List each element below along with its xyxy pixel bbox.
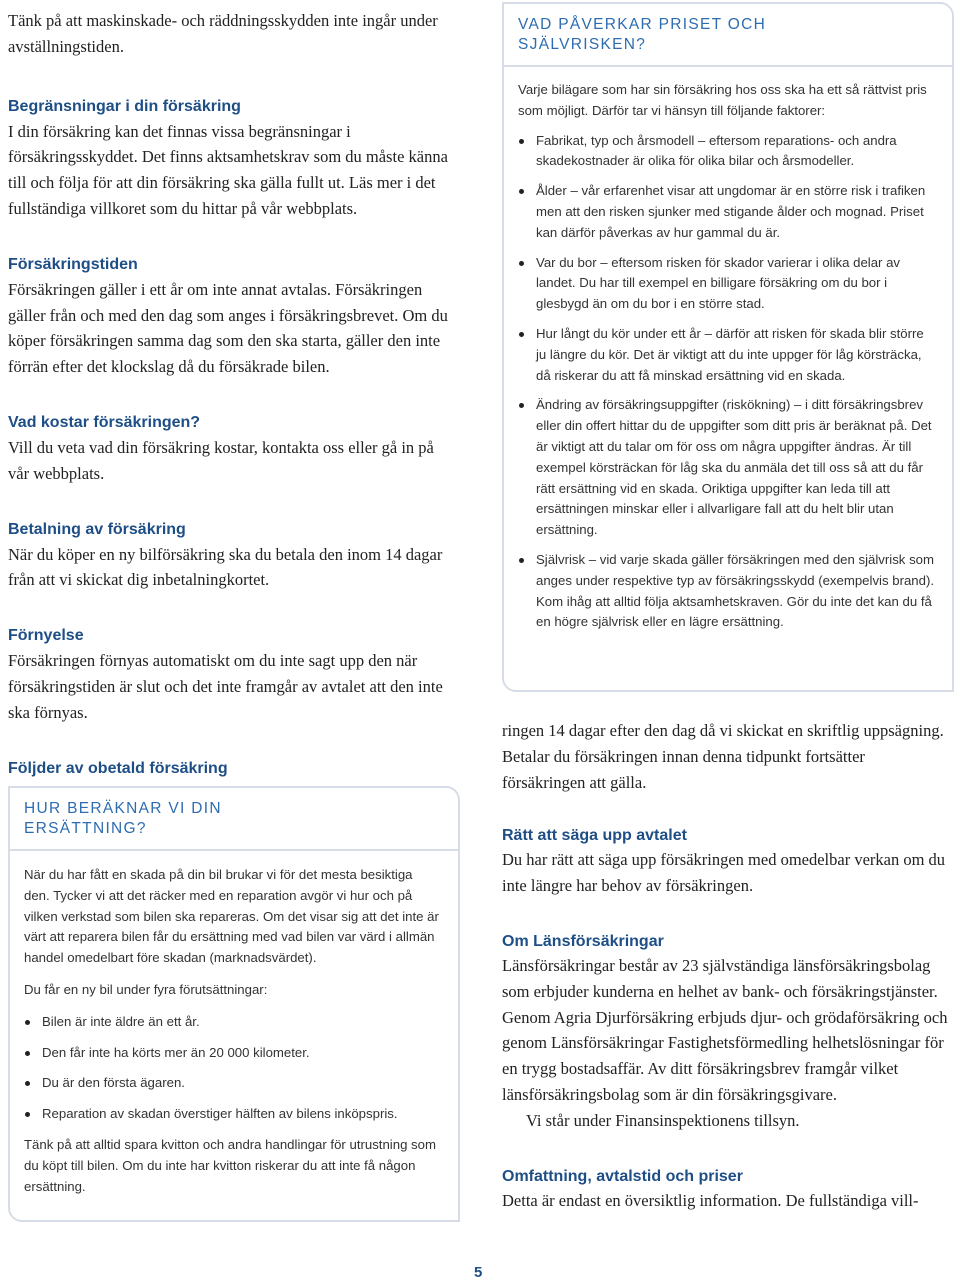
section-text: Detta är endast en översiktlig information. De fullständiga vill- — [502, 1190, 919, 1210]
list-item: Ålder – vår erfarenhet visar att ungdomar är en större risk i trafiken men att den risken sjunker med stigande ålder och mognad. Priset kan därför påverkas av hur gammal du är. — [518, 181, 936, 243]
section-heading: Försäkringstiden — [8, 255, 138, 273]
box-title: VAD PÅVERKAR PRISET OCH SJÄLVRISKEN? — [518, 16, 767, 53]
section-text: Länsförsäkringar består av 23 självständiga länsförsäkringsbolag som erbjuder kunderna en helhet av bank- och försäkringstjänster. Genom Agria Djurförsäkring erbjuds djur- och grödaförsäkring och genom Länsförsäkringar Fastighetsförmedling helhetslösningar för en trygg bostadsaffär. Av ditt försäkringsbrev framgår vilket länsförsäkringsbolag som är din försäkringsgivare. — [502, 955, 948, 1104]
section-omfattning — [502, 1166, 948, 1214]
section-text: Du har rätt att säga upp försäkringen med omedelbar verkan om du inte längre har behov av försäkringen. — [502, 850, 946, 896]
list-item: Var du bor – eftersom risken för skador varierar i olika delar av landet. Du har till exempel en billigare försäkring om du bor i glesbygd än om du bor i en större stad. — [518, 253, 936, 315]
left-column — [8, 8, 458, 828]
section-om-lansforsakringar — [502, 931, 948, 1134]
section-heading: Om Länsförsäkringar — [502, 932, 664, 950]
section-text: I din försäkring kan det finnas vissa begränsningar i försäkringsskyddet. Det finns aktsamhetskrav som du måste känna till och följa för att din försäkring ska gälla fullt ut. Läs mer i det fullständiga villkoret som du hittar på vår webbplats. — [8, 121, 448, 218]
list-item: Du är den första ägaren. — [24, 1073, 440, 1094]
section-text: Försäkringen gäller i ett år om inte annat avtalas. Försäkringen gäller från och med den dag som anges i försäkringsbrevet. Om du köper försäkringen samma dag som den ska starta, gäller den inte förrän efter det klockslag då du försäkrade bilen. — [8, 279, 448, 377]
section-ratt-att-saga-upp — [502, 825, 948, 899]
box-title: HUR BERÄKNAR VI DIN ERSÄTTNING? — [24, 800, 222, 837]
list-item: Bilen är inte äldre än ett år. — [24, 1012, 440, 1033]
section-heading: Omfattning, avtalstid och priser — [502, 1167, 743, 1185]
section-text: Vi står under Finansinspektionens tillsyn. — [526, 1110, 800, 1130]
list-item: Självrisk – vid varje skada gäller försäkringen med den självrisk som anges under respektive typ av försäkringsskydd (exempelvis brand). Kom ihåg att alltid följa aktsamhetskraven. Gör du inte det kan du få en högre självrisk eller en lägre ersättning. — [518, 550, 936, 633]
section-heading: Rätt att säga upp avtalet — [502, 827, 687, 845]
section-begransningar — [8, 96, 458, 222]
section-forsakringstiden — [8, 254, 458, 380]
section-text: När du köper en ny bilförsäkring ska du betala den inom 14 dagar från att vi skickat dig inbetalningkortet. — [8, 544, 443, 590]
intro-paragraph: Tänk på att maskinskade- och räddningsskydden inte ingår under avställningstiden. — [8, 11, 438, 56]
section-fornyelse — [8, 625, 458, 725]
box-paragraph: Tänk på att alltid spara kvitton och andra handlingar för utrustning som du köpt till bilen. Om du inte har kvitton riskerar du att inte få någon ersättning. — [24, 1136, 436, 1194]
section-text: Försäkringen förnyas automatiskt om du inte sagt upp den när försäkringstiden är slut och det inte framgår av avtalet att den inte ska förnyas. — [8, 651, 443, 722]
continuation-paragraph: ringen 14 dagar efter den dag då vi skickat en skriftlig uppsägning. Betalar du försäkringen innan denna tidpunkt fortsätter försäkringen att gälla. — [502, 721, 944, 792]
page-number: 5 — [474, 1264, 483, 1281]
box-bullet-list — [518, 131, 936, 634]
info-box-pris-sjalvrisk — [502, 2, 954, 692]
section-heading: Förnyelse — [8, 627, 84, 645]
box-bullet-list — [24, 1012, 440, 1125]
section-text: Vill du veta vad din försäkring kostar, kontakta oss eller gå in på vår webbplats. — [8, 437, 434, 483]
info-box-ersattning — [8, 786, 460, 1222]
section-heading: Följder av obetald försäkring — [8, 759, 228, 777]
section-heading: Begränsningar i din försäkring — [8, 97, 241, 115]
box-paragraph: Du får en ny bil under fyra förutsättningar: — [24, 981, 268, 997]
section-vad-kostar — [8, 412, 458, 487]
list-item: Hur långt du kör under ett år – därför att risken för skada blir större ju längre du kör. Det är viktigt att du inte uppger för låg körsträcka, då riskerar du att få minskad ersättning vid en skada. — [518, 324, 936, 386]
section-heading: Betalning av försäkring — [8, 520, 186, 538]
list-item: Reparation av skadan överstiger hälften av bilens inköpspris. — [24, 1104, 440, 1125]
list-item: Fabrikat, typ och årsmodell – eftersom reparations- och andra skadekostnader är olika för olika bilar och årsmodeller. — [518, 131, 936, 173]
list-item: Den får inte ha körts mer än 20 000 kilometer. — [24, 1043, 440, 1064]
right-column — [502, 718, 948, 1213]
section-heading: Vad kostar försäkringen? — [8, 413, 201, 431]
box-paragraph: När du har fått en skada på din bil brukar vi för det mesta besiktiga den. Tycker vi att det räcker med en reparation avgör vi hur och på vilken verkstad som bilen ska repareras. Om det visar sig att det inte är värt att reparera bilen får du ersättning med vad bilen var värd i allmän handel omedelbart före skadan (marknadsvärdet). — [24, 867, 439, 966]
box-paragraph: Varje bilägare som har sin försäkring hos oss ska ha ett så rättvist pris som möjligt. Därför tar vi hänsyn till följande faktorer: — [518, 82, 927, 118]
list-item: Ändring av försäkringsuppgifter (riskökning) – i ditt försäkringsbrev eller din offert hittar du de uppgifter som ditt pris är beräknat på. Det är viktigt att du talar om för oss om några uppgifter ändras. Är till exempel körsträckan för låg ska du anmäla det till oss så att du får rätt ersättning vid en skada. Oriktiga uppgifter kan leda till att ersättningen minskar eller i allvarligare fall att du helt blir utan ersättning. — [518, 395, 936, 541]
section-betalning — [8, 519, 458, 594]
